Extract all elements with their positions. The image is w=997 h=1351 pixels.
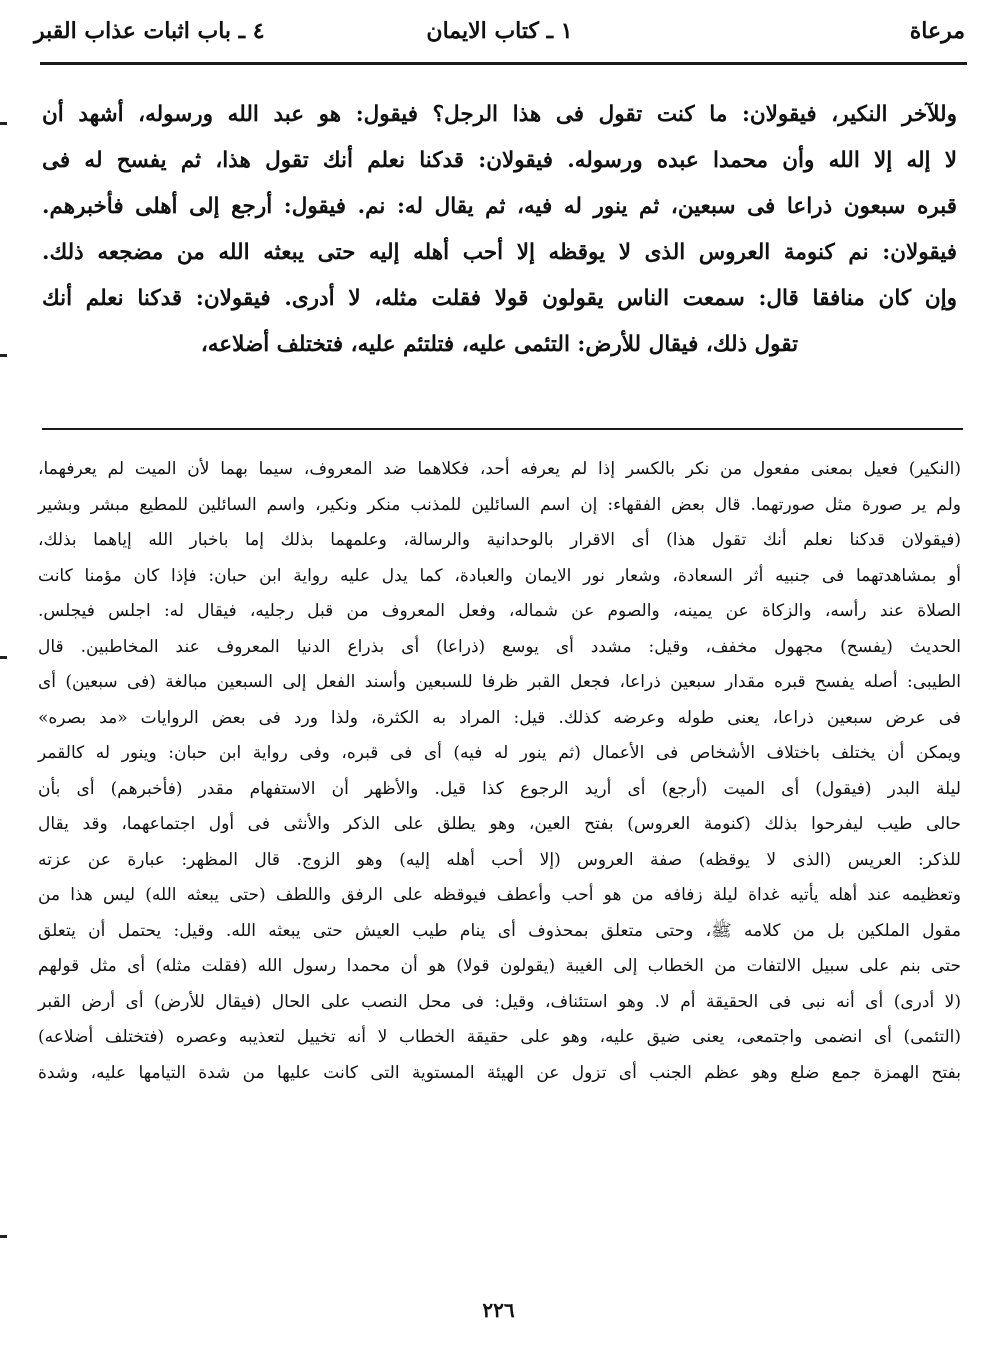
- header-rule: [40, 62, 967, 65]
- commentary-line: ولم ير صورة مثل صورتهما. قال بعض الفقهاء: إن اسم السائلين للمذنب منكر ونكير، واسم السائلين للمطيع مبشر وبشير: [38, 494, 961, 515]
- margin-mark: [0, 656, 7, 659]
- commentary-line: وتعظيمه عند أهله يأتيه غداة ليلة زفافه من هو أحب وأعطف فيوقظه على الرفق واللطف (حتى يبعثه الله) ليس هذا من: [38, 885, 961, 905]
- hadith-line: فيقولان: نم كنومة العروس الذى لا يوقظه إلا أحب أهله إليه حتى يبعثه الله من مضجعه ذلك.: [42, 240, 957, 265]
- margin-mark: [0, 122, 7, 125]
- commentary-line: للذكر: العريس (الذى لا يوقظه) صفة العروس (إلا أحب أهله إليه) وهو الزوج. قال المظهر: عبارة عن عزته: [38, 849, 961, 870]
- commentary-line: الحديث (يفسح) مجهول مخفف، وقيل: مشدد أى يوسع (ذراعا) أى بذراع الدنيا المعروف عند المخاطبين. قال: [38, 636, 961, 657]
- commentary-line: (النكير) فعيل بمعنى مفعول من نكر بالكسر إذا لم يعرفه أحد، فكلاهما ضد المعروف، سيما بهما لأن الميت لم يعرفهما،: [38, 459, 961, 479]
- commentary-text: [38, 452, 961, 1091]
- commentary-line: حالى طيب ليفرحوا بذلك (كنومة العروس) بفتح العين، وهو يطلق على الذكر والأنثى فى أول اجتماعهما، وقد يقال: [38, 814, 961, 834]
- commentary-line: (التئمى) أى انضمى واجتمعى، يعنى ضيق عليه، وهو على حقيقة الخطاب لا أنه تخييل لتعذيبه وعصره (فتختلف أضلاعه): [38, 1027, 961, 1047]
- hadith-line: وللآخر النكير، فيقولان: ما كنت تقول فى هذا الرجل؟ فيقول: هو عبد الله ورسوله، أشهد أن: [42, 102, 957, 127]
- hadith-line: قبره سبعون ذراعا فى سبعين، ثم ينور له فيه، ثم يقال له: نم. فيقول: أرجع إلى أهلى فأخبرهم.: [42, 194, 957, 219]
- margin-mark: [0, 354, 7, 357]
- hadith-line: تقول ذلك، فيقال للأرض: التئمى عليه، فتلتئم عليه، فتختلف أضلاعه،: [200, 332, 799, 357]
- commentary-line: أو بمشاهدتهما فى جنبيه أثر السعادة، وشعار نور الايمان والعبادة، كما يدل عليه رواية ابن حبان: فإذا كان مؤمنا كانت: [38, 565, 961, 586]
- commentary-line: مقول الملكين بل من كلامه ﷺ، وحتى متعلق بمحذوف أى ينام طيب العيش حتى يبعثه الله. وقيل: يحتمل أن يتعلق: [38, 920, 961, 941]
- page-number: ٢٢٦: [482, 1298, 515, 1322]
- commentary-line: (لا أدرى) أى أنه نبى فى الحقيقة أم لا. وهو استئناف، وقيل: فى محل النصب على الحال (فيقال للأرض) أى أرض القبر: [38, 991, 961, 1012]
- commentary-line: حتى بنم على سبيل الالتفات من الخطاب إلى الغيبة (يقولون قولا) هو أن محمدا رسول الله (فقلت مثله) أى مثل قولهم: [38, 956, 961, 976]
- margin-mark: [0, 1235, 7, 1238]
- commentary-line: الصلاة عند رأسه، والزكاة عن يمينه، والصوم عن شماله، وفعل المعروف من قبل رجليه، فيقال له: اجلس فيجلس.: [38, 601, 961, 621]
- commentary-line: الطيبى: أصله يفسح قبره مقدار سبعين ذراعا، فجعل القبر ظرفا للسبعين وأسند الفعل إلى السبعين مبالغة (فى سبعين) أى: [38, 672, 961, 692]
- section-divider: [42, 428, 963, 430]
- hadith-text: [42, 92, 957, 368]
- page-header: [34, 18, 965, 58]
- header-chapter-title: ٤ ـ باب اثبات عذاب القبر: [34, 18, 265, 44]
- hadith-line: لا إله إلا الله وأن محمدا عبده ورسوله. فيقولان: قدكنا نعلم أنك تقول هذا، ثم يفسح له فى: [42, 148, 957, 173]
- header-book-name: مرعاة: [909, 18, 965, 44]
- commentary-line: ليلة البدر (فيقول) أى الميت (أرجع) أى أريد الرجوع كذا قيل. والأظهر أن الاستفهام مقدر (فأخبرهم) أى بأن: [38, 778, 961, 799]
- commentary-line: بفتح الهمزة جمع ضلع وهو عظم الجنب أى تزول عن الهيئة المستوية التى كانت عليها من شدة التيامها عليه، وشدة: [38, 1062, 961, 1083]
- commentary-line: ويمكن أن يختلف باختلاف الأشخاص فى الأعمال (ثم ينور له فيه) أى فى قبره، وفى رواية ابن حبان: وينور له كالقمر: [38, 743, 961, 763]
- header-book-title: ١ ـ كتاب الايمان: [426, 18, 573, 44]
- commentary-line: فى عرض سبعين ذراعا، يعنى طوله وعرضه كذلك. قيل: المراد به الكثرة، ولذا ورد فى بعض الروايات «مد بصره»: [38, 707, 961, 728]
- commentary-line: (فيقولان قدكنا نعلم أنك تقول هذا) أى الاقرار بالوحدانية والرسالة، وعلمهما بذلك إما باخبار الله إياهما بذلك،: [38, 530, 961, 550]
- hadith-line: وإن كان منافقا قال: سمعت الناس يقولون قولا فقلت مثله، لا أدرى. فيقولان: قدكنا نعلم أنك: [42, 286, 957, 311]
